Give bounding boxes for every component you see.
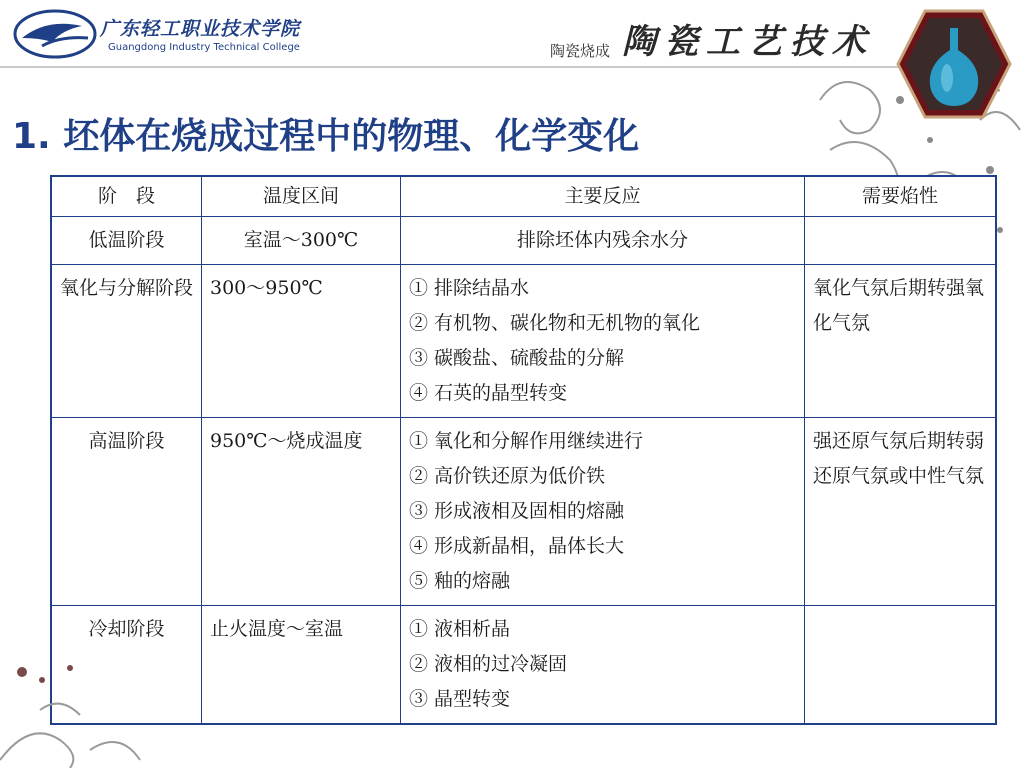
- table-header-row: [51, 176, 996, 217]
- atmosphere-cell: [805, 606, 997, 725]
- reaction-item: ③ 碳酸盐、硫酸盐的分解: [409, 347, 625, 369]
- reaction-item: ④ 石英的晶型转变: [409, 382, 568, 404]
- reaction-item: 排除坯体内残余水分: [516, 229, 688, 251]
- temperature-cell: 室温～300℃: [202, 217, 401, 265]
- reactions-cell: [401, 606, 805, 725]
- stage-cell: 氧化与分解阶段: [51, 265, 202, 418]
- reaction-item: ② 高价铁还原为低价铁: [409, 465, 606, 487]
- college-name-en: Guangdong Industry Technical College: [108, 42, 300, 53]
- course-title-calligraphy: 陶瓷工艺技术: [622, 22, 874, 62]
- atmosphere-cell: 氧化气氛后期转强氧化气氛: [805, 265, 997, 418]
- page-title: 1. 坯体在烧成过程中的物理、化学变化: [12, 116, 640, 157]
- stage-cell: 高温阶段: [51, 418, 202, 606]
- header-cell-temperature: 温度区间: [202, 176, 401, 217]
- atmosphere-cell: 强还原气氛后期转弱还原气氛或中性气氛: [805, 418, 997, 606]
- header-cell-atmosphere: 需要焰性: [805, 176, 997, 217]
- table-row: [51, 265, 996, 418]
- stage-cell: 冷却阶段: [51, 606, 202, 725]
- reaction-item: ① 液相析晶: [409, 618, 511, 640]
- reactions-cell: [401, 217, 805, 265]
- college-name-cn: 广东轻工职业技术学院: [100, 18, 301, 40]
- reaction-item: ② 有机物、碳化物和无机物的氧化: [409, 312, 701, 334]
- table-row: [51, 418, 996, 606]
- reaction-item: ② 液相的过冷凝固: [409, 653, 568, 675]
- temperature-cell: 300～950℃: [202, 265, 401, 418]
- reactions-cell: [401, 418, 805, 606]
- header-cell-reactions: 主要反应: [401, 176, 805, 217]
- reactions-cell: [401, 265, 805, 418]
- course-subtitle: 陶瓷烧成: [550, 42, 611, 60]
- vase-emblem-icon: [895, 8, 1013, 120]
- reaction-item: ① 排除结晶水: [409, 277, 530, 299]
- header-cell-stage: 阶 段: [51, 176, 202, 217]
- stage-cell: 低温阶段: [51, 217, 202, 265]
- temperature-cell: 止火温度～室温: [202, 606, 401, 725]
- temperature-cell: 950℃～烧成温度: [202, 418, 401, 606]
- reaction-item: ③ 形成液相及固相的熔融: [409, 500, 625, 522]
- header-divider: [0, 66, 900, 68]
- college-logo: [12, 8, 98, 60]
- reaction-item: ① 氧化和分解作用继续进行: [409, 430, 644, 452]
- reaction-item: ③ 晶型转变: [409, 688, 511, 710]
- table-row: [51, 217, 996, 265]
- atmosphere-cell: [805, 217, 997, 265]
- dots-decoration-icon: [14, 660, 94, 690]
- reaction-item: ④ 形成新晶相，晶体长大: [409, 535, 625, 557]
- reaction-item: ⑤ 釉的熔融: [409, 570, 511, 592]
